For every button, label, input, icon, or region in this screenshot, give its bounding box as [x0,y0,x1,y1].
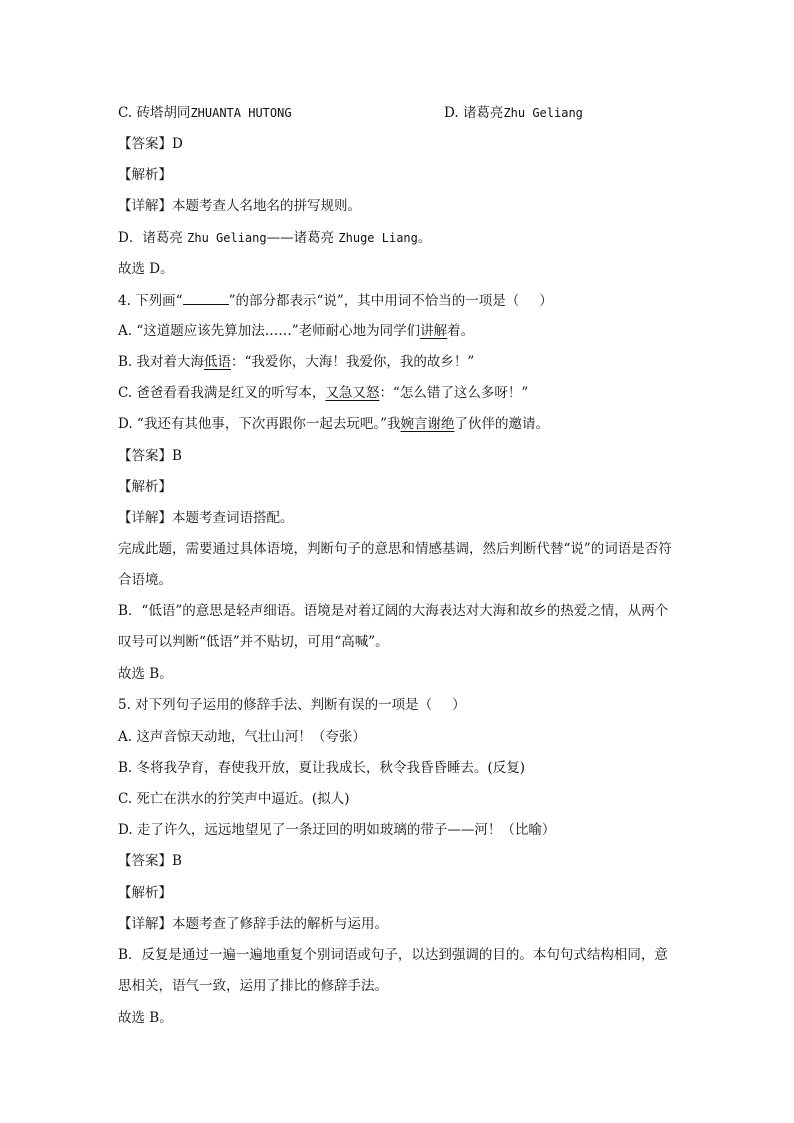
q5-choose: 故选 B。 [118,1010,173,1026]
q4-answer: 【答案】B [118,448,182,464]
q3-options-row [118,105,678,121]
q4-option-b: B. 我对着大海低语：“我爱你，大海！我爱你，我的故乡！” [118,354,475,370]
q4-stem: 4. 下列画“ ”的部分都表示“说”，其中用词不恰当的一项是（ ） [118,293,553,309]
q5-detail: 【详解】本题考查了修辞手法的解析与运用。 [118,916,388,932]
q4-paragraph-2: B．“低语”的意思是轻声细语。语境是对着辽阔的大海表达对大海和故乡的热爱之情，从两个叹号可以判断“低语”并不贴切，可用“高喊”。 [118,603,669,650]
q3-option-d: D. 诸葛亮Zhu Geliang [444,105,583,121]
q5-option-c: C. 死亡在洪水的狞笑声中逼近。(拟人) [118,791,350,807]
q5-option-d: D. 走了许久，远远地望见了一条迂回的明如玻璃的带子——河！（比喻） [118,822,556,838]
q4-paragraph-1: 完成此题，需要通过具体语境，判断句子的意思和情感基调，然后判断代替“说”的词语是否符合语境。 [118,541,672,588]
q5-paragraph-1: B．反复是通过一遍一遍地重复个别词语或句子，以达到强调的目的。本句句式结构相同，意思相关，语气一致，运用了排比的修辞手法。 [118,947,668,994]
q4-analysis-tag: 【解析】 [118,479,172,495]
q5-stem: 5. 对下列句子运用的修辞手法、判断有误的一项是（ ） [118,697,466,713]
q3-answer: 【答案】D [118,136,183,152]
q4-choose: 故选 B。 [118,666,173,682]
q5-option-b: B. 冬将我孕育，春使我开放，夏让我成长，秋令我昏昏睡去。(反复) [118,760,526,776]
q3-choose: 故选 D。 [118,261,174,277]
q4-option-a: A. “这道题应该先算加法……”老师耐心地为同学们讲解着。 [118,323,475,339]
q5-analysis-tag: 【解析】 [118,885,172,901]
q3-explanation: D．诸葛亮 Zhu Geliang——诸葛亮 Zhuge Liang。 [118,230,432,246]
q4-option-c: C. 爸爸看看我满是红叉的听写本，又急又怒：“怎么错了这么多呀！” [118,385,529,401]
q3-analysis-tag: 【解析】 [118,167,172,183]
q4-option-d: D. “我还有其他事，下次再跟你一起去玩吧。”我婉言谢绝了伙伴的邀请。 [118,416,549,432]
q3-option-c: C. 砖塔胡同ZHUANTA HUTONG [118,105,292,121]
q5-option-a: A. 这声音惊天动地，气壮山河！（夸张） [118,729,366,745]
q5-answer: 【答案】B [118,853,182,869]
q3-detail: 【详解】本题考查人名地名的拼写规则。 [118,198,361,214]
fill-blank-line [183,292,229,305]
q4-detail: 【详解】本题考查词语搭配。 [118,510,294,526]
